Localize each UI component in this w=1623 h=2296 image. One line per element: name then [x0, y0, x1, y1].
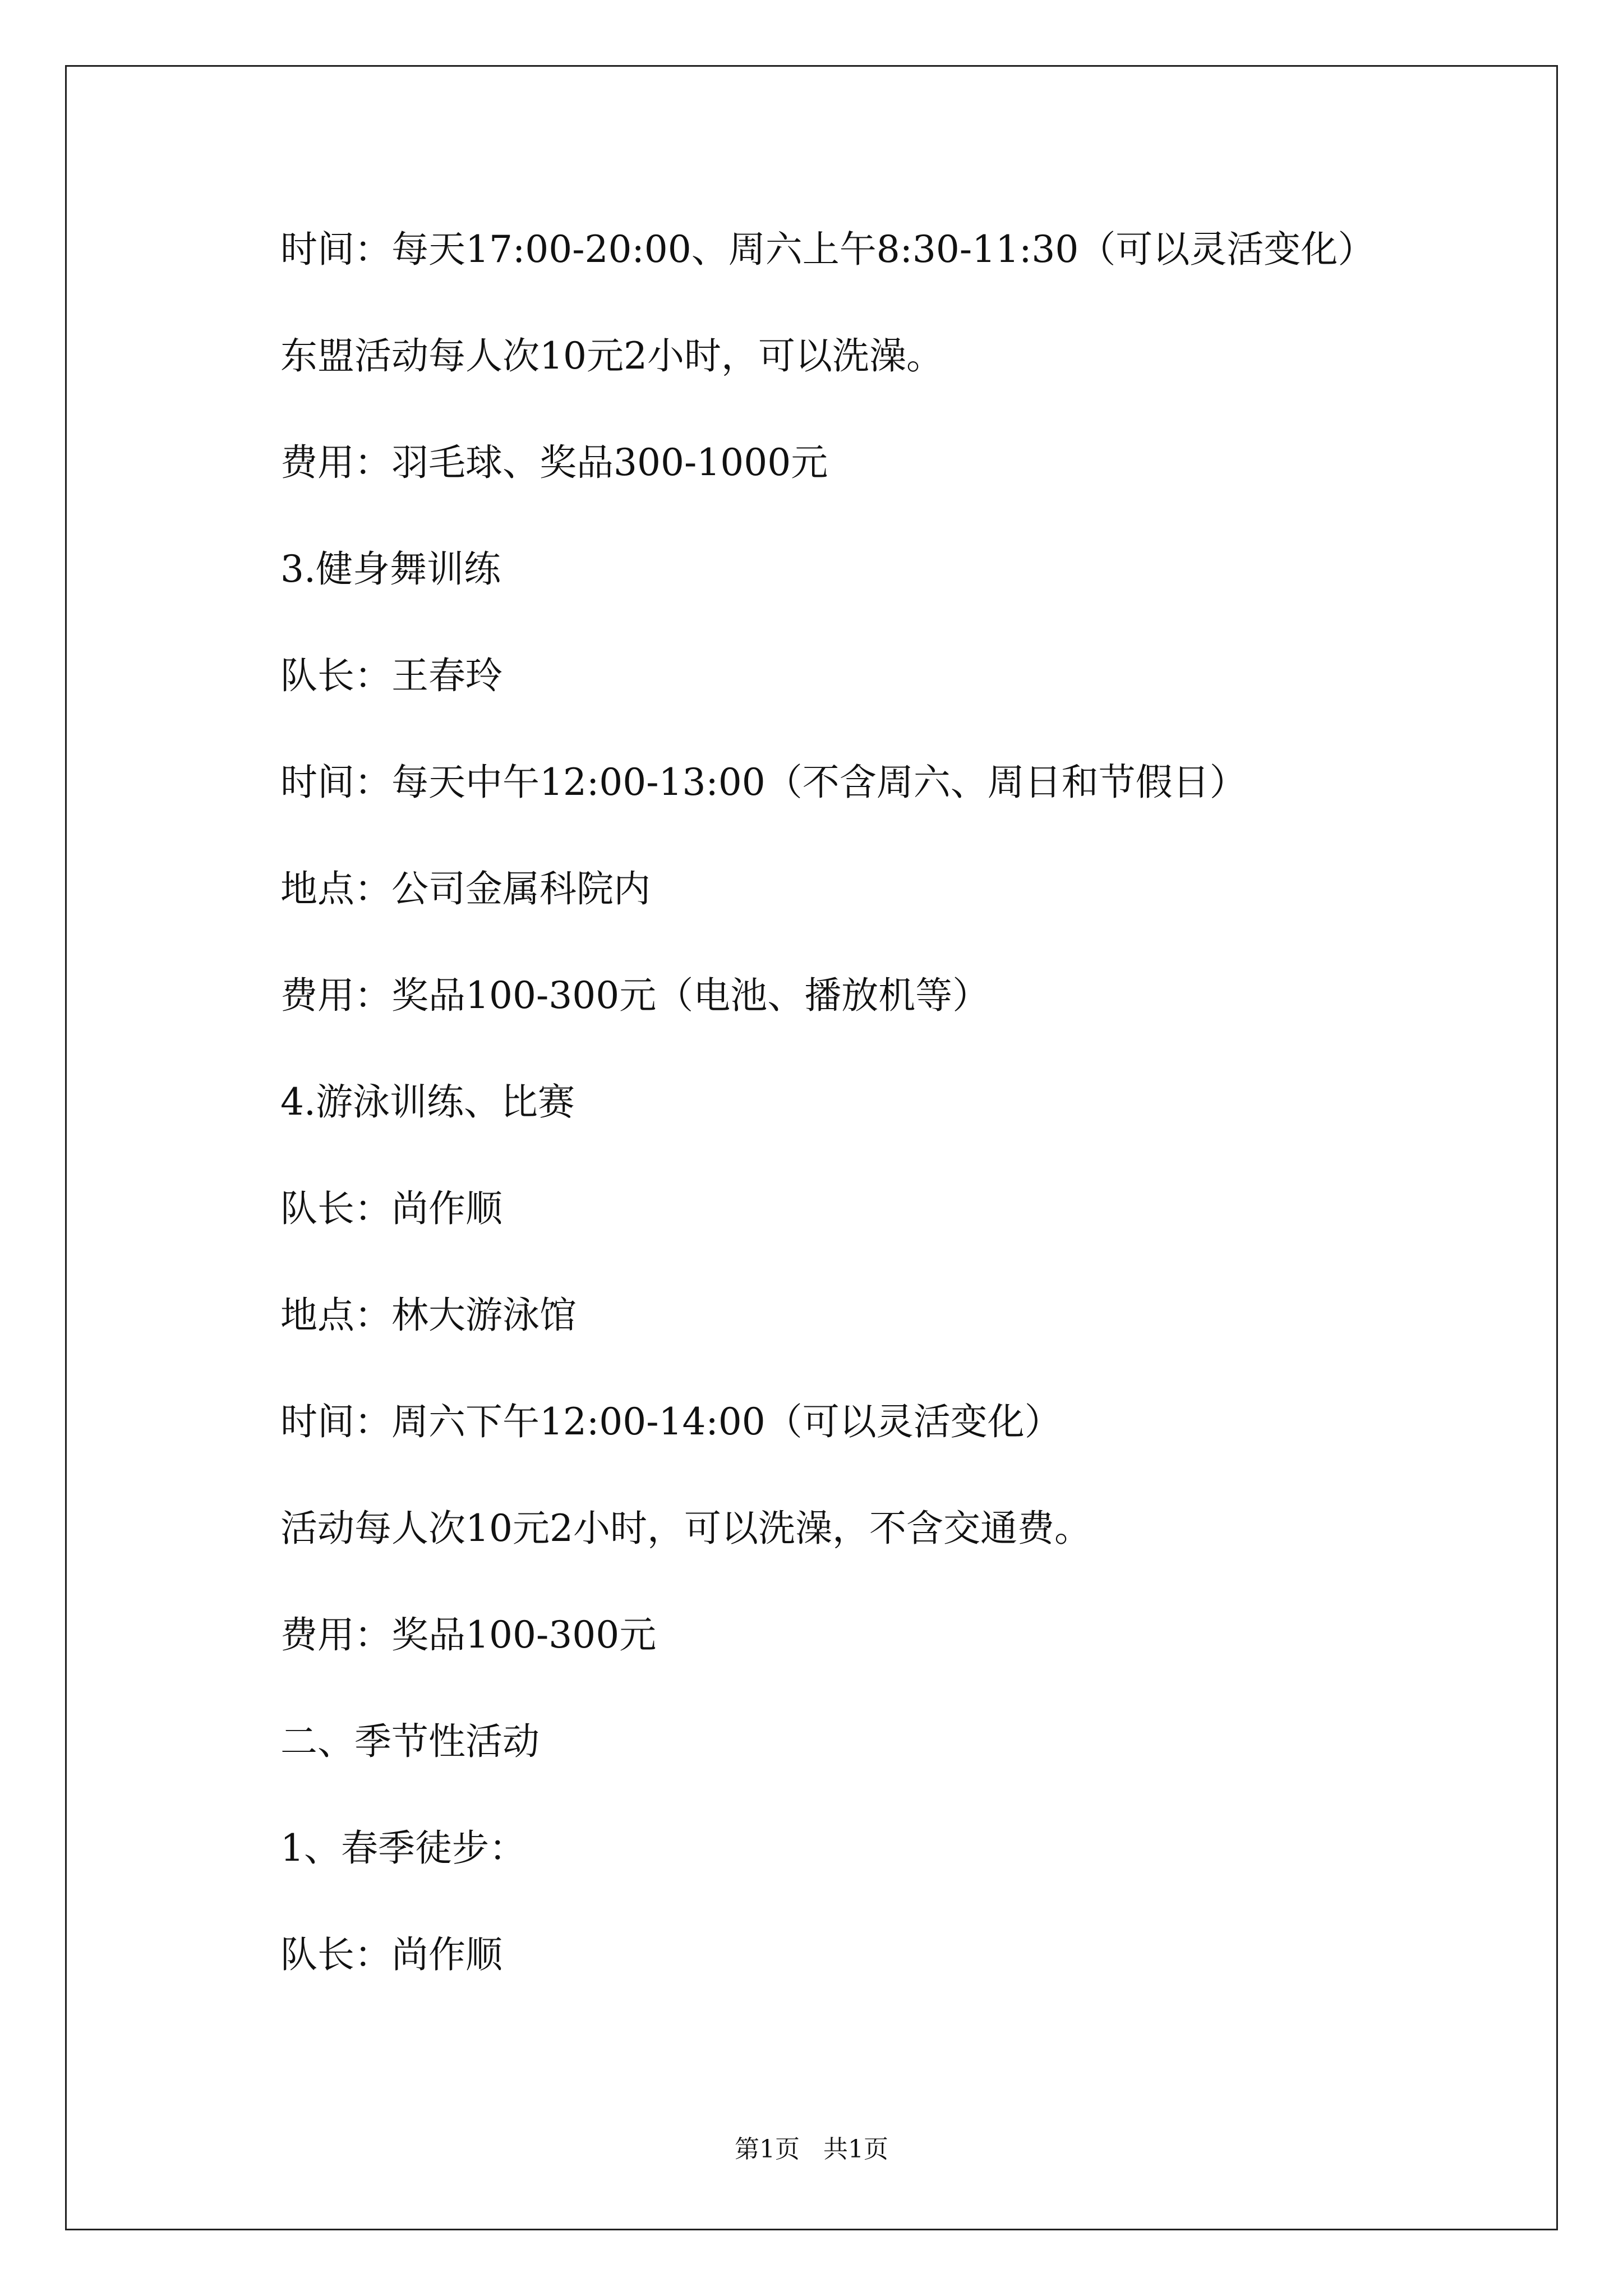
section-heading: 二、季节性活动: [280, 1720, 540, 1763]
text-line: 费用：奖品100-300元: [280, 1613, 657, 1657]
text-line: 活动每人次10元2小时，可以洗澡，不含交通费。: [280, 1507, 1091, 1550]
text-line: 地点：林大游泳馆: [280, 1294, 577, 1337]
page-footer: 第1页 共1页: [735, 2135, 888, 2164]
text-line: 队长：尚作顺: [280, 1187, 502, 1230]
text-line: 东盟活动每人次10元2小时，可以洗澡。: [280, 334, 943, 378]
section-heading: 4.游泳训练、比赛: [280, 1080, 575, 1124]
section-heading: 3.健身舞训练: [280, 547, 501, 591]
text-line: 时间：周六下午12:00-14:00（可以灵活变化）: [280, 1400, 1062, 1443]
text-line: 时间：每天17:00-20:00、周六上午8:30-11:30（可以灵活变化）: [280, 228, 1375, 271]
text-line: 时间：每天中午12:00-13:00（不含周六、周日和节假日）: [280, 761, 1247, 804]
text-line: 费用：奖品100-300元（电池、播放机等）: [280, 974, 990, 1017]
section-heading: 1、春季徒步：: [280, 1826, 526, 1870]
text-line: 地点：公司金属科院内: [280, 867, 651, 910]
text-line: 队长：尚作顺: [280, 1933, 502, 1976]
text-line: 费用：羽毛球、奖品300-1000元: [280, 441, 828, 484]
document-body: [280, 222, 1514, 2033]
text-line: 队长：王春玲: [280, 654, 502, 697]
